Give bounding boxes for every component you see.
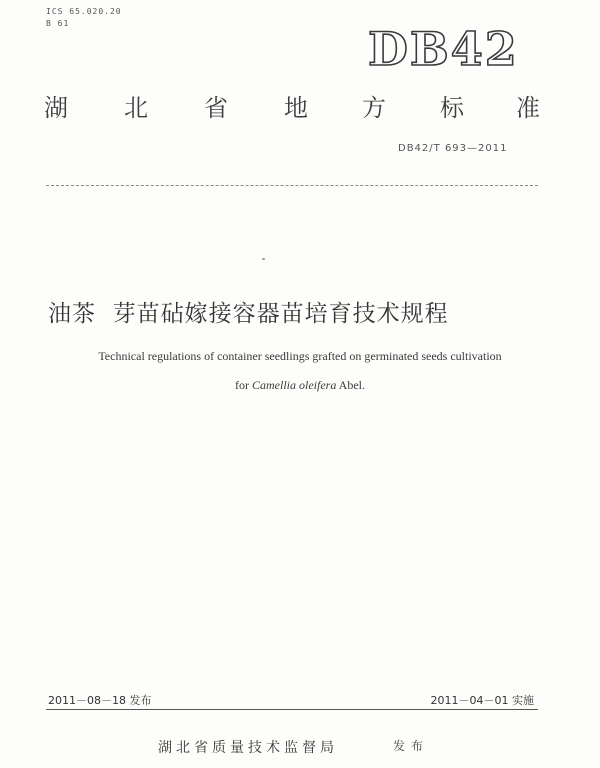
standard-type-char: 方 (362, 94, 386, 122)
standard-type-char: 地 (284, 94, 308, 122)
english-species-name: Camellia oleifera (252, 378, 337, 392)
header-divider (46, 185, 538, 186)
standard-type-char: 标 (440, 94, 464, 122)
db42-logo: DB42 (368, 22, 519, 76)
standard-number: DB42/T 693—2011 (398, 143, 508, 154)
classification-codes (46, 6, 122, 30)
issue-date: 2011－08－18 发布 (48, 694, 152, 707)
standard-type-char: 省 (204, 94, 228, 122)
publish-label: 发布 (393, 739, 430, 753)
footer-divider (46, 709, 538, 710)
english-species-authority: Abel. (338, 378, 365, 392)
ccs-code: B 61 (46, 19, 70, 28)
english-title-line1: Technical regulations of container seedlings grafted on germinated seeds cultivation (98, 349, 502, 363)
standard-type-char: 北 (124, 94, 148, 122)
publisher-name: 湖北省质量技术监督局 (158, 740, 338, 756)
implementation-date: 2011－04－01 实施 (430, 694, 534, 707)
scan-speck (262, 258, 265, 260)
english-title-line2 (0, 378, 600, 393)
english-title-prefix: for (235, 378, 249, 392)
standard-type-char: 准 (516, 94, 540, 122)
ics-code: ICS 65.020.20 (46, 7, 122, 16)
standard-type-char: 湖 (44, 94, 68, 122)
standard-type-heading (44, 88, 544, 124)
chinese-title: 油茶 芽苗砧嫁接容器苗培育技术规程 (48, 301, 449, 327)
